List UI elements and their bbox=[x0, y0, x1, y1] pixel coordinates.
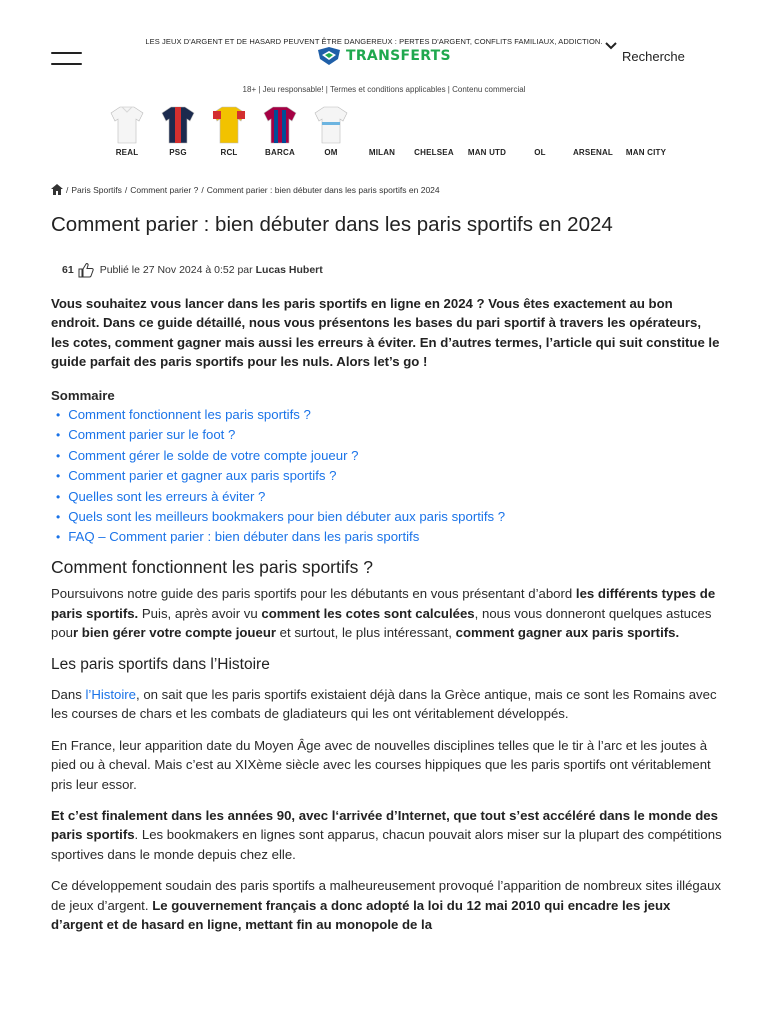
toc-item bbox=[56, 507, 723, 527]
toc-title: Sommaire bbox=[51, 387, 115, 403]
team-chelsea[interactable] bbox=[408, 104, 460, 157]
page-title: Comment parier : bien débuter dans les paris sportifs en 2024 bbox=[51, 213, 613, 236]
team-milan[interactable] bbox=[357, 104, 407, 157]
thumbs-up-icon[interactable] bbox=[78, 262, 94, 278]
team-name: RCL bbox=[220, 148, 238, 157]
team-name: MILAN bbox=[368, 148, 396, 157]
breadcrumb-comment-parier[interactable]: Comment parier ? bbox=[130, 184, 199, 195]
breadcrumb: / Paris Sportifs / Comment parier ? / Comment parier : bien débuter dans les paris sportifs en 2024 bbox=[51, 184, 440, 195]
team-name: OM bbox=[324, 148, 338, 157]
jersey-icon bbox=[153, 104, 203, 144]
logo-text: TRANSFERTS bbox=[346, 48, 451, 64]
breadcrumb-current: Comment parier : bien débuter dans les paris sportifs en 2024 bbox=[206, 184, 440, 195]
paragraph: Dans l’Histoire, on sait que les paris sportifs existaient déjà dans la Grèce antique, mais ce sont les Romains avec les courses de chars et les combats de gladiateurs qui les ont véritablement développés. bbox=[51, 686, 717, 722]
team-arsenal[interactable] bbox=[567, 104, 619, 157]
publish-date: Publié le 27 Nov 2024 à 0:52 par bbox=[99, 264, 253, 276]
menu-icon bbox=[51, 52, 82, 54]
toc-item bbox=[56, 487, 723, 507]
toc-link[interactable]: • Quels sont les meilleurs bookmakers pour bien débuter aux paris sportifs ? bbox=[68, 509, 506, 525]
team-name: CHELSEA bbox=[414, 148, 454, 157]
toc-link[interactable]: • Comment parier et gagner aux paris sportifs ? bbox=[68, 468, 337, 484]
team-ol[interactable] bbox=[514, 104, 566, 157]
toc-item bbox=[56, 466, 723, 486]
team-man-city[interactable] bbox=[620, 104, 672, 157]
team-om[interactable] bbox=[306, 104, 356, 157]
logo-shield-icon bbox=[316, 47, 342, 65]
gambling-warning: LES JEUX D'ARGENT ET DE HASARD PEUVENT ÊTRE DANGEREUX : PERTES D'ARGENT, CONFLITS FAMILIAUX, ADDICTION. bbox=[145, 37, 603, 46]
jersey-icon bbox=[306, 104, 356, 144]
like-count: 61 bbox=[62, 264, 74, 276]
jersey-icon bbox=[255, 104, 305, 144]
histoire-link[interactable]: l’Histoire bbox=[85, 686, 137, 702]
jersey-icon bbox=[204, 104, 254, 144]
team-name: ARSENAL bbox=[572, 148, 614, 157]
jersey-icon bbox=[102, 104, 152, 144]
legal-subline: 18+ | Jeu responsable! | Termes et conditions applicables | Contenu commercial bbox=[242, 85, 526, 94]
article-body bbox=[51, 294, 723, 946]
team-name: PSG bbox=[169, 148, 187, 157]
toc-link[interactable]: • FAQ – Comment parier : bien débuter dans les paris sportifs bbox=[68, 529, 420, 545]
team-name: REAL bbox=[115, 148, 139, 157]
menu-button[interactable] bbox=[51, 52, 82, 66]
breadcrumb-paris-sportifs[interactable]: Paris Sportifs bbox=[71, 184, 122, 195]
search-button[interactable]: Recherche bbox=[622, 49, 685, 64]
paragraph: En France, leur apparition date du Moyen Âge avec de nouvelles disciplines telles que le tir à l’arc et les joutes à pied ou à cheval. Mais c’est au XIXème siècle avec les courses hippiques que les paris sportifs ont véritablement pris leur essor. bbox=[51, 737, 711, 792]
toc-link[interactable]: • Comment gérer le solde de votre compte joueur ? bbox=[68, 447, 359, 463]
article-meta bbox=[62, 262, 323, 278]
home-icon[interactable] bbox=[51, 184, 63, 195]
toc-item bbox=[56, 446, 723, 466]
toc-link[interactable]: • Comment fonctionnent les paris sportifs ? bbox=[68, 407, 311, 423]
toc-link[interactable]: • Comment parier sur le foot ? bbox=[68, 427, 236, 443]
site-logo[interactable] bbox=[316, 47, 451, 65]
intro-paragraph: Vous souhaitez vous lancer dans les paris sportifs en ligne en 2024 ? Vous êtes exactement au bon endroit. Dans ce guide détaillé, nous vous présentons les bases du pari sportif à travers les opérateurs, les cotes, comment gagner mais aussi les erreurs à éviter. En d’autres termes, l’article qui suit constitue le guide parfait des paris sportifs pour les nuls. Alors let’s go ! bbox=[51, 296, 720, 370]
subsection-heading-histoire: Les paris sportifs dans l’Histoire bbox=[51, 655, 270, 673]
team-real[interactable] bbox=[102, 104, 152, 157]
table-of-contents bbox=[51, 405, 723, 548]
author-link[interactable]: Lucas Hubert bbox=[255, 264, 323, 276]
team-man-utd[interactable] bbox=[461, 104, 513, 157]
team-name: MAN UTD bbox=[467, 148, 507, 157]
paragraph: Ce développement soudain des paris sportifs a malheureusement provoqué l’apparition de nombreux sites illégaux de jeux d’argent. Le gouvernement français a donc adopté la loi du 12 mai 2010 qui encadre les jeux d’argent et de hasard en ligne, mettant fin au monopole de la bbox=[51, 878, 722, 932]
team-barca[interactable] bbox=[255, 104, 305, 157]
team-name: MAN CITY bbox=[625, 148, 667, 157]
team-name: BARCA bbox=[265, 148, 295, 157]
paragraph: Poursuivons notre guide des paris sportifs pour les débutants en vous présentant d’abord les différents types de paris sportifs. Puis, après avoir vu comment les cotes sont calculées, nous vous donneront quelques astuces pour bien gérer votre compte joueur et surtout, le plus intéressant, comment gagner aux paris sportifs. bbox=[51, 586, 716, 641]
team-name: OL bbox=[534, 148, 546, 157]
team-psg[interactable] bbox=[153, 104, 203, 157]
toc-link[interactable]: • Quelles sont les erreurs à éviter ? bbox=[68, 488, 266, 504]
chevron-down-icon[interactable] bbox=[604, 38, 618, 56]
toc-item bbox=[56, 425, 723, 445]
toc-item bbox=[56, 527, 723, 547]
section-heading-fonctionnement: Comment fonctionnent les paris sportifs ? bbox=[51, 556, 373, 577]
team-jersey-bar bbox=[102, 104, 673, 157]
team-rcl[interactable] bbox=[204, 104, 254, 157]
toc-item bbox=[56, 405, 723, 425]
paragraph: Et c’est finalement dans les années 90, avec l‘arrivée d’Internet, que tout s’est accéléré dans le monde des paris sportifs. Les bookmakers en lignes sont apparus, chacun pouvait alors miser sur la plupart des compétitions sportives dans le monde depuis chez elle. bbox=[51, 807, 722, 862]
